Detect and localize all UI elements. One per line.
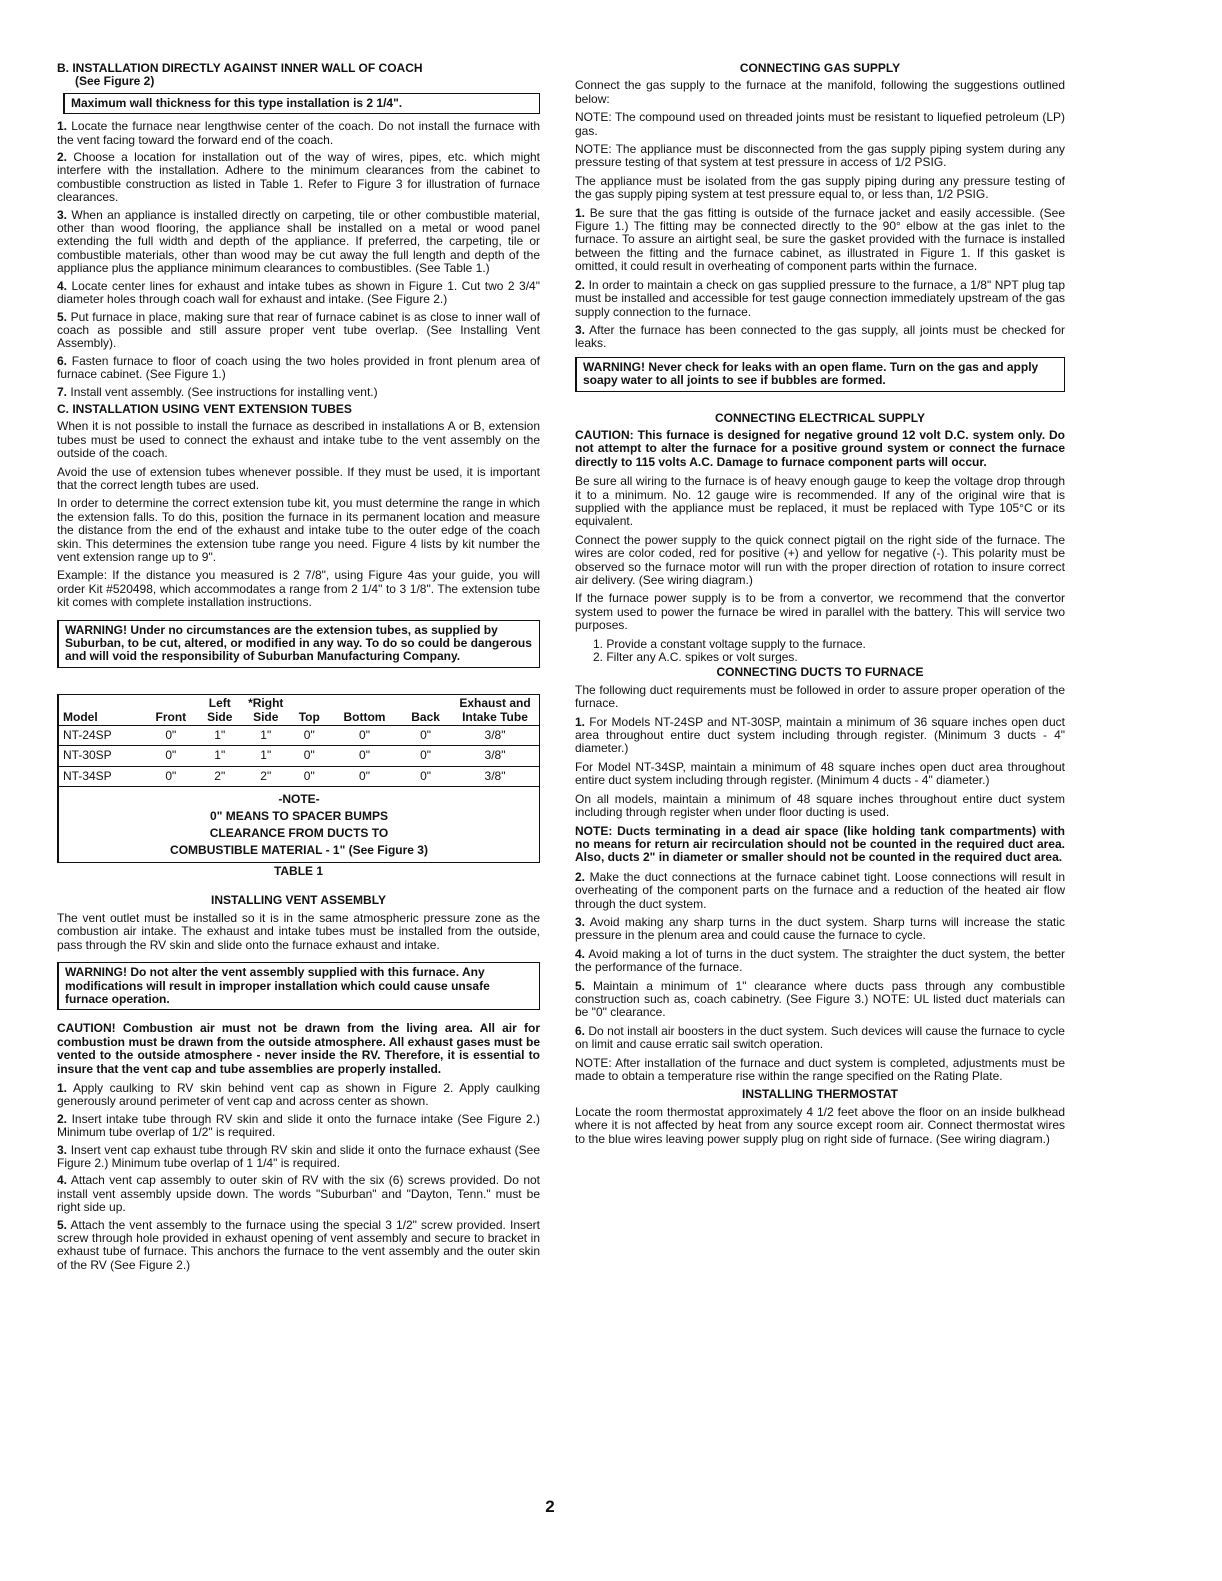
list-item: 5. Attach the vent assembly to the furnace using the special 3 1/2" screw provided. Insert screw through hole provided in exhaust opening of vent assembly and secure to bracket in exhaust tube of furnace. This anchors the furnace to the vent assembly and the outer skin of the RV (See Figure 2.) — [57, 1217, 541, 1272]
vent-assembly-warning: WARNING! Do not alter the vent assembly supplied with this furnace. Any modifications will result in improper installation which could cause unsafe furnace operation. — [57, 962, 540, 1010]
table-cell: 0" — [290, 746, 329, 766]
gas-leak-warning: WARNING! Never check for leaks with an open flame. Turn on the gas and apply soapy water to all joints to see if bubbles are formed. — [575, 357, 1065, 392]
table-cell: 3/8" — [451, 766, 539, 786]
paragraph: For Model NT-34SP, maintain a minimum of 48 square inches open duct area throughout entire duct system including through register. (Minimum 4 ducts - 4" diameter.) — [575, 759, 1065, 788]
right-column — [575, 62, 1065, 1151]
list-item: 2. In order to maintain a check on gas supplied pressure to the furnace, a 1/8" NPT plug tap must be installed and accessible for test gauge connection immediately upstream of the gas supply connection to the furnace. — [575, 277, 1065, 319]
paragraph: NOTE: After installation of the furnace and duct system is completed, adjustments must be made to obtain a temperature rise within the range specified on the Rating Plate. — [575, 1055, 1065, 1083]
left-column — [57, 62, 540, 1276]
ducts-title: CONNECTING DUCTS TO FURNACE — [716, 665, 924, 680]
list-item: 5. Put furnace in place, making sure that rear of furnace cabinet is as close to inner wall of coach as possible and still assure proper vent tube overlap. (See Installing Vent Assembly). — [57, 309, 540, 351]
paragraph: Locate the room thermostat approximately 4 1/2 feet above the floor on an inside bulkhead where it is not affected by heat from any source except room air. Connect thermostat wires to the blue wires leaving power supply plug on right side of furnace. (See wiring diagram.) — [575, 1104, 1065, 1146]
table-caption: TABLE 1 — [273, 864, 324, 879]
list-item: 1. Apply caulking to RV skin behind vent cap as shown in Figure 2. Apply caulking generously around perimeter of vent cap and across center as shown. — [57, 1080, 540, 1109]
list-item: 2. Make the duct connections at the furnace cabinet tight. Loose connections will result in overheating of the component parts on the furnace and a reduction of the heated air flow through the duct system. — [575, 869, 1065, 911]
table-cell: 2" — [242, 766, 290, 786]
table-note-line: COMBUSTIBLE MATERIAL - 1" (See Figure 3) — [170, 843, 428, 858]
table-note-line: CLEARANCE FROM DUCTS TO — [209, 826, 389, 841]
paragraph: Example: If the distance you measured is 2 7/8", using Figure 4as your guide, you will order Kit #520498, which accommodates a range from 2 1/4" to 3 1/8". The extension tube kit comes with complete installation instructions. — [57, 568, 540, 610]
column-header: Model — [63, 709, 98, 724]
wall-thickness-notice: Maximum wall thickness for this type installation is 2 1/4". — [63, 93, 540, 114]
list-item: 3. After the furnace has been connected to the gas supply, all joints must be checked for leaks. — [575, 322, 1066, 351]
table-cell: 0" — [144, 746, 198, 766]
table-cell: 3/8" — [451, 725, 539, 745]
gas-steps-list — [575, 207, 1065, 351]
vent-steps-list — [57, 1082, 540, 1272]
column-header: Left Side — [207, 695, 233, 724]
spacer — [575, 398, 1065, 412]
column-header: Top — [298, 709, 320, 724]
list-item: 6. Do not install air boosters in the duct system. Such devices will cause the furnace to cycle on limit and cause erratic sail switch operation. — [575, 1023, 1065, 1052]
vent-assembly-title: INSTALLING VENT ASSEMBLY — [211, 893, 386, 908]
table-cell: 0" — [329, 746, 400, 766]
list-item: 1. Provide a constant voltage supply to the furnace. — [593, 636, 866, 651]
table-cell: 0" — [329, 725, 400, 745]
table-note-line: -NOTE- — [278, 792, 320, 807]
duct-note: NOTE: Ducts terminating in a dead air space (like holding tank compartments) with no means for return air recirculation should not be counted in the required duct area. Also, ducts 2" in diameter or smaller should not be counted in the required duct area. — [575, 823, 1065, 865]
paragraph: On all models, maintain a minimum of 48 square inches throughout entire duct system including through register when under floor ducting is used. — [575, 791, 1065, 820]
thermostat-title: INSTALLING THERMOSTAT — [742, 1087, 898, 1102]
table-cell: 3/8" — [451, 746, 539, 766]
table-cell: 0" — [290, 725, 329, 745]
list-item: 2. Insert intake tube through RV skin and slide it onto the furnace intake (See Figure 2.) Minimum tube overlap of 1/2" is required. — [57, 1111, 540, 1140]
list-item: 4. Locate center lines for exhaust and intake tubes as shown in Figure 1. Cut two 2 3/4" diameter holes through coach wall for exhaust and intake. (See Figure 2.) — [57, 278, 540, 307]
list-item: 3. When an appliance is installed directly on carpeting, tile or other combustible material, other than wood flooring, the appliance shall be installed on a metal or wood panel extending the full width and depth of the appliance. If preferred, the carpeting, tile or combustible materials, other than wood may be cut away the full length and depth of the appliance plus the appliance minimum clearances to combustibles. (See Table 1.) — [57, 207, 540, 276]
list-item: 1. For Models NT-24SP and NT-30SP, maintain a minimum of 36 square inches open duct area throughout entire duct system including through register. (Minimum 3 ducts - 4" diameter.) — [575, 714, 1065, 756]
column-header: Back — [411, 709, 440, 724]
table-cell: 0" — [144, 725, 198, 745]
section-b-subtitle: (See Figure 2) — [75, 74, 155, 89]
gas-supply-title: CONNECTING GAS SUPPLY — [739, 61, 901, 75]
electrical-supply-title: CONNECTING ELECTRICAL SUPPLY — [714, 410, 926, 425]
table-cell: 0" — [400, 725, 451, 745]
list-item: 2. Filter any A.C. spikes or volt surges. — [593, 650, 798, 665]
section-b-title: B. INSTALLATION DIRECTLY AGAINST INNER WALL OF COACH — [57, 61, 423, 75]
table-cell: NT-30SP — [59, 746, 144, 766]
duct-steps-list — [575, 871, 1065, 1052]
table-cell: 1" — [242, 725, 290, 745]
column-header: Bottom — [343, 709, 386, 724]
paragraph: NOTE: The compound used on threaded joints must be resistant to liquefied petroleum (LP) gas. — [575, 110, 1065, 138]
list-item: 3. Insert vent cap exhaust tube through RV skin and slide it onto the furnace exhaust (See Figure 2.) Minimum tube overlap of 1 1/4" is required. — [57, 1142, 540, 1170]
table-note — [59, 786, 539, 862]
section-b-list — [57, 120, 540, 399]
table-cell: 2" — [198, 766, 242, 786]
paragraph: If the furnace power supply is to be from a convertor, we recommend that the convertor system used to power the furnace be wired in parallel with the battery. This will service two purposes. — [575, 591, 1065, 633]
column-header: *Right Side — [248, 695, 284, 724]
paragraph: The following duct requirements must be followed in order to assure proper operation of the furnace. — [575, 682, 1065, 711]
list-item: 4. Attach vent cap assembly to outer skin of RV with the six (6) screws provided. Do not install vent assembly upside down. The words "Suburban" and "Dayton, Tenn." must be right side up. — [57, 1173, 541, 1215]
paragraph: Avoid the use of extension tubes whenever possible. If they must be used, it is important that the correct length tubes are used. — [57, 464, 540, 492]
combustion-caution: CAUTION! Combustion air must not be drawn from the living area. All air for combustion must be drawn from the outside atmosphere. All exhaust gases must be vented to the outside atmosphere - never inside the RV. Therefore, it is essential to insure that the vent cap and tube assemblies are properly installed. — [57, 1021, 540, 1076]
list-item: 6. Fasten furnace to floor of coach using the two holes provided in front plenum area of furnace cabinet. (See Figure 1.) — [57, 353, 540, 382]
table-cell: 0" — [290, 766, 329, 786]
table-row — [59, 725, 539, 745]
table-row — [59, 746, 539, 766]
list-item: 7. Install vent assembly. (See instructions for installing vent.) — [57, 384, 378, 399]
table-header-row — [59, 695, 539, 726]
paragraph: Connect the power supply to the quick connect pigtail on the right side of the furnace. The wires are color coded, red for positive (+) and yellow for negative (-). This polarity must be observed so the furnace motor will run with the proper direction of rotation to insure correct air delivery. (See wiring diagram.) — [575, 532, 1065, 587]
paragraph: Connect the gas supply to the furnace at the manifold, following the suggestions outlined below: — [575, 78, 1065, 106]
list-item: 1. Be sure that the gas fitting is outside of the furnace jacket and easily accessible. (See Figure 1.) The fitting may be connected directly to the 90° elbow at the gas inlet to the furnace. To assure an airtight seal, be sure the gasket provided with the furnace is installed between the fitting and the furnace cabinet, as illustrated in Figure 1. If this gasket is omitted, it could result in overheating of component parts within the furnace. — [575, 205, 1065, 274]
paragraph: NOTE: The appliance must be disconnected from the gas supply piping system during any pressure testing of that system at test pressure in access of 1/2 PSIG. — [575, 142, 1065, 170]
table-cell: 0" — [144, 766, 198, 786]
electrical-caution: CAUTION: This furnace is designed for negative ground 12 volt D.C. system only. Do not attempt to alter the furnace for a positive ground system or connect the furnace directly to 115 volts A.C. Damage to furnace component parts will occur. — [575, 427, 1065, 469]
list-item: 2. Choose a location for installation out of the way of wires, pipes, etc. which might interfere with the installation. Adhere to the minimum clearances from the cabinet to combustible construction as listed in Table 1. Refer to Figure 3 for illustration of furnace clearances. — [57, 150, 541, 205]
section-c-title: C. INSTALLATION USING VENT EXTENSION TUBES — [57, 401, 352, 416]
paragraph: The vent outlet must be installed so it is in the same atmospheric pressure zone as the combustion air intake. The exhaust and intake tubes must be installed from the outside, pass through the RV skin and slide onto the furnace exhaust and intake. — [57, 910, 540, 952]
page-number: 2 — [545, 1497, 555, 1516]
list-item: 5. Maintain a minimum of 1" clearance where ducts pass through any combustible construction such as, coach cabinetry. (See Figure 3.) NOTE: UL listed duct materials can be "0" clearance. — [575, 978, 1065, 1020]
clearance-table — [57, 694, 540, 863]
table-cell: 1" — [242, 746, 290, 766]
table-cell: 0" — [400, 766, 451, 786]
paragraph: The appliance must be isolated from the gas supply piping during any pressure testing of the gas supply piping system at test pressure equal to, or less than, 1/2 PSIG. — [575, 173, 1065, 202]
list-item: 1. Locate the furnace near lengthwise center of the coach. Do not install the furnace with the vent facing toward the forward end of the coach. — [57, 119, 540, 147]
table-note-line: 0" MEANS TO SPACER BUMPS — [210, 809, 388, 824]
table-cell: NT-34SP — [59, 766, 144, 786]
column-header: Exhaust and Intake Tube — [459, 695, 531, 724]
table-cell: 0" — [400, 746, 451, 766]
paragraph: In order to determine the correct extension tube kit, you must determine the range in which the extension falls. To do this, position the furnace in its permanent location and measure the distance from the end of the exhaust and intake tube to the outer edge of the coach skin. This determines the extension tube range you need. Figure 4 lists by kit number the vent extension range up to 9". — [57, 496, 540, 564]
extension-tube-warning: WARNING! Under no circumstances are the extension tubes, as supplied by Suburban, to be cut, altered, or modified in any way. To do so could be dangerous and will void the responsibility of Suburban Manufacturing Company. — [57, 620, 540, 668]
table-cell: 1" — [198, 725, 242, 745]
paragraph: When it is not possible to install the furnace as described in installations A or B, extension tubes must be used to connect the exhaust and intake tube to the vent assembly on the outside of the coach. — [57, 419, 540, 461]
list-item: 3. Avoid making any sharp turns in the duct system. Sharp turns will increase the static pressure in the plenum area and could cause the furnace to cycle. — [575, 914, 1066, 943]
column-header: Front — [155, 709, 187, 724]
table-cell: 1" — [198, 746, 242, 766]
table-row — [59, 766, 539, 786]
table-cell: NT-24SP — [59, 725, 144, 745]
table-cell: 0" — [329, 766, 400, 786]
paragraph: Be sure all wiring to the furnace is of heavy enough gauge to keep the voltage drop through it to a minimum. No. 12 gauge wire is recommended. If any of the original wire that is supplied with the appliance must be replaced, it must be replaced with Type 105°C or its equivalent. — [575, 474, 1065, 529]
list-item: 4. Avoid making a lot of turns in the duct system. The straighter the duct system, the better the performance of the furnace. — [575, 946, 1066, 975]
